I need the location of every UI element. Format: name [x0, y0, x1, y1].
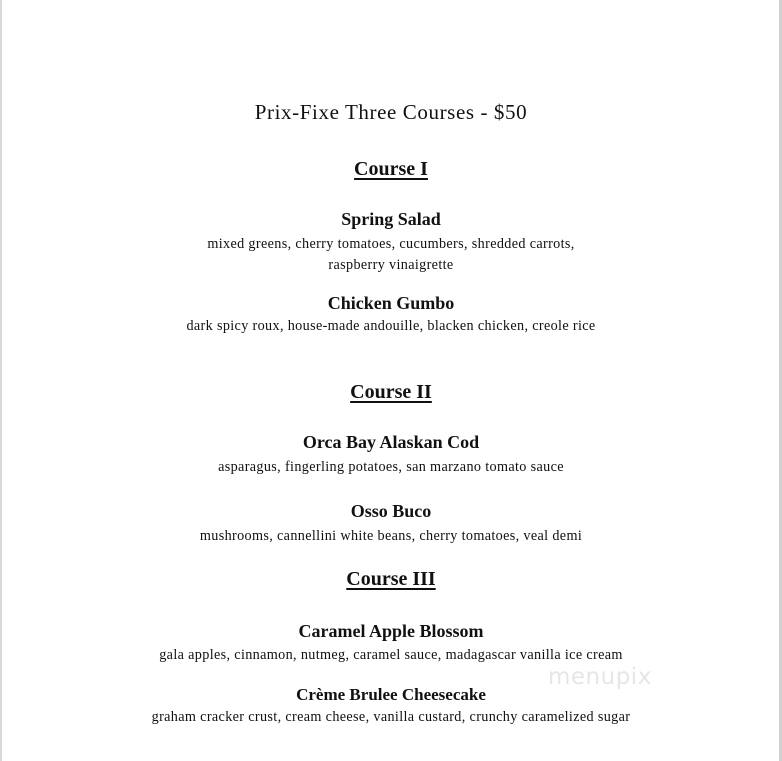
- course-heading-text: Course III: [346, 568, 436, 590]
- course-heading: [0, 158, 782, 181]
- dish-name: Osso Buco: [350, 501, 432, 521]
- dish-description: gala apples, cinnamon, nutmeg, caramel sauce, madagascar vanilla ice cream: [159, 647, 623, 663]
- dish-name: Spring Salad: [341, 209, 441, 229]
- menu-title: Prix-Fixe Three Courses - $50: [254, 100, 528, 124]
- watermark-logo: menupix: [548, 664, 652, 690]
- course-heading: [0, 381, 782, 404]
- dish-description: mushrooms, cannellini white beans, cherry tomatoes, veal demi: [199, 528, 583, 544]
- course-heading-text: Course I: [354, 158, 428, 180]
- dish-name: Caramel Apple Blossom: [298, 621, 484, 641]
- dish-description: mixed greens, cherry tomatoes, cucumbers, shredded carrots,: [207, 236, 575, 252]
- dish-name: Crème Brulee Cheesecake: [296, 685, 486, 704]
- dish-name: Orca Bay Alaskan Cod: [302, 432, 480, 452]
- dish-name: Chicken Gumbo: [327, 293, 455, 313]
- course-heading-text: Course II: [350, 381, 432, 403]
- course-heading: [0, 568, 782, 591]
- dish-description: asparagus, fingerling potatoes, san marzano tomato sauce: [218, 459, 564, 475]
- dish-description: raspberry vinaigrette: [328, 257, 454, 273]
- dish-description: dark spicy roux, house-made andouille, blacken chicken, creole rice: [186, 318, 596, 334]
- dish-description: graham cracker crust, cream cheese, vanilla custard, crunchy caramelized sugar: [151, 709, 631, 725]
